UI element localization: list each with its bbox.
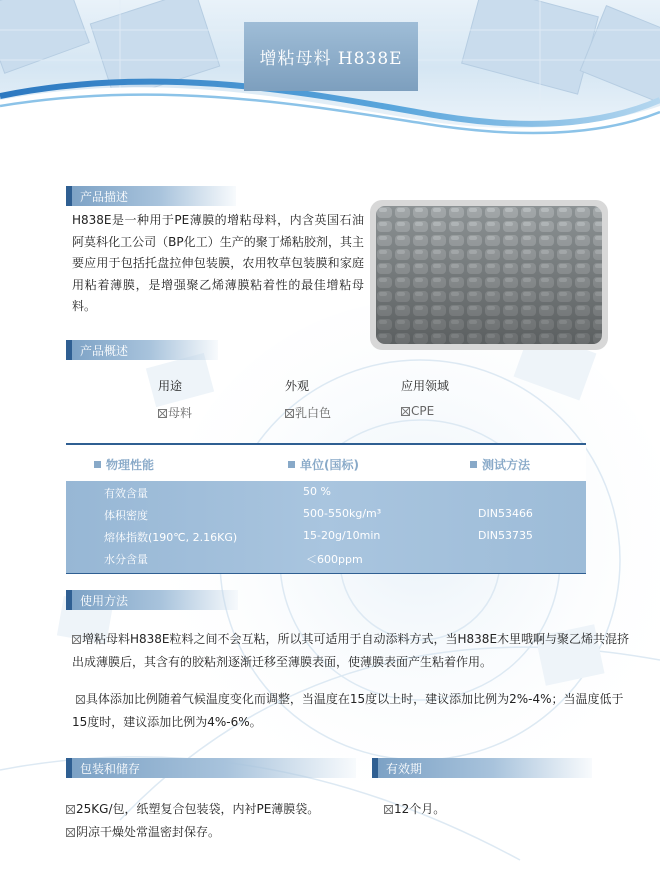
packaging-heading: 包装和储存 bbox=[80, 761, 141, 776]
usage-text: 增粘母料H838E粒料之间不会互粘，所以其可适用于自动添料方式，当H838E木里哦啊与聚乙烯共混挤出成薄膜后，其含有的胶粘剂逐渐迁移至薄膜表面，使薄膜表面产生粘着作用。 bbox=[72, 632, 630, 669]
packaging-text bbox=[66, 798, 319, 844]
property-name: 水分含量 bbox=[104, 553, 148, 566]
pellets-image bbox=[376, 206, 602, 344]
shelf-life-line: 12个月。 bbox=[394, 802, 446, 816]
property-name: 有效含量 bbox=[104, 487, 148, 500]
header-banner bbox=[0, 0, 660, 150]
property-method: DIN53466 bbox=[478, 507, 533, 520]
property-unit: 50 % bbox=[303, 485, 331, 498]
description-heading: 产品描述 bbox=[80, 189, 129, 204]
header-property: 物理性能 bbox=[106, 458, 155, 472]
checkbox-icon bbox=[401, 407, 410, 416]
overview-value: 母料 bbox=[168, 406, 193, 420]
overview-col-application bbox=[401, 377, 449, 418]
description-text: H838E是一种用于PE薄膜的增粘母料，内含英国石油阿莫科化工公司（BP化工）生产的聚丁烯粘胶剂，其主要应用于包括托盘拉伸包装膜，农用牧草包装膜和家庭用粘着薄膜，是增强聚乙烯薄膜粘着性的最佳增粘母料。 bbox=[72, 213, 364, 313]
shelf-life-heading: 有效期 bbox=[386, 761, 423, 776]
properties-header bbox=[66, 445, 586, 481]
header-unit: 单位(国标) bbox=[300, 458, 359, 472]
properties-table bbox=[66, 443, 586, 574]
overview-label: 用途 bbox=[158, 379, 183, 393]
table-row bbox=[66, 485, 586, 506]
property-method: DIN53735 bbox=[478, 529, 533, 542]
usage-section-bar bbox=[66, 590, 238, 610]
packaging-line: 25KG/包，纸塑复合包装袋，内衬PE薄膜袋。 bbox=[76, 802, 320, 816]
checkbox-icon bbox=[285, 409, 294, 418]
property-unit: ＜600ppm bbox=[306, 553, 363, 566]
checkbox-icon bbox=[76, 695, 85, 704]
usage-text: 具体添加比例随着气候温度变化而调整，当温度在15度以上时，建议添加比例为2%-4%；当温度低于15度时，建议添加比例为4%-6%。 bbox=[72, 692, 624, 729]
header-method: 测试方法 bbox=[482, 458, 531, 472]
property-unit: 15-20g/10min bbox=[303, 529, 381, 542]
usage-paragraph-2 bbox=[72, 688, 632, 734]
checkbox-icon bbox=[158, 409, 167, 418]
property-name: 熔体指数(190℃, 2.16KG) bbox=[104, 531, 238, 544]
property-unit: 500-550kg/m³ bbox=[303, 507, 382, 520]
table-row bbox=[66, 529, 586, 550]
overview-col-appearance bbox=[285, 377, 331, 421]
property-name: 体积密度 bbox=[104, 509, 148, 522]
overview-col-use bbox=[158, 377, 192, 421]
overview-label: 应用领域 bbox=[401, 379, 450, 393]
overview-value: 乳白色 bbox=[295, 406, 332, 420]
shelf-life-text bbox=[384, 798, 445, 821]
checkbox-icon bbox=[66, 805, 75, 814]
product-photo bbox=[370, 200, 608, 350]
description-section-bar bbox=[66, 186, 236, 206]
overview-heading: 产品概述 bbox=[80, 343, 129, 358]
shelf-life-section-bar bbox=[372, 758, 592, 778]
packaging-section-bar bbox=[66, 758, 356, 778]
overview-label: 外观 bbox=[285, 379, 310, 393]
storage-line: 阴凉干燥处常温密封保存。 bbox=[76, 825, 221, 839]
title-box bbox=[244, 22, 418, 91]
properties-body bbox=[66, 481, 586, 573]
usage-heading: 使用方法 bbox=[80, 593, 129, 608]
usage-paragraph-1 bbox=[72, 628, 632, 674]
checkbox-icon bbox=[66, 828, 75, 837]
table-row bbox=[66, 507, 586, 528]
product-title: 增粘母料 H838E bbox=[259, 49, 403, 69]
overview-value: CPE bbox=[411, 404, 435, 418]
table-row bbox=[66, 551, 586, 572]
overview-section-bar bbox=[66, 340, 218, 360]
checkbox-icon bbox=[72, 635, 81, 644]
checkbox-icon bbox=[384, 805, 393, 814]
